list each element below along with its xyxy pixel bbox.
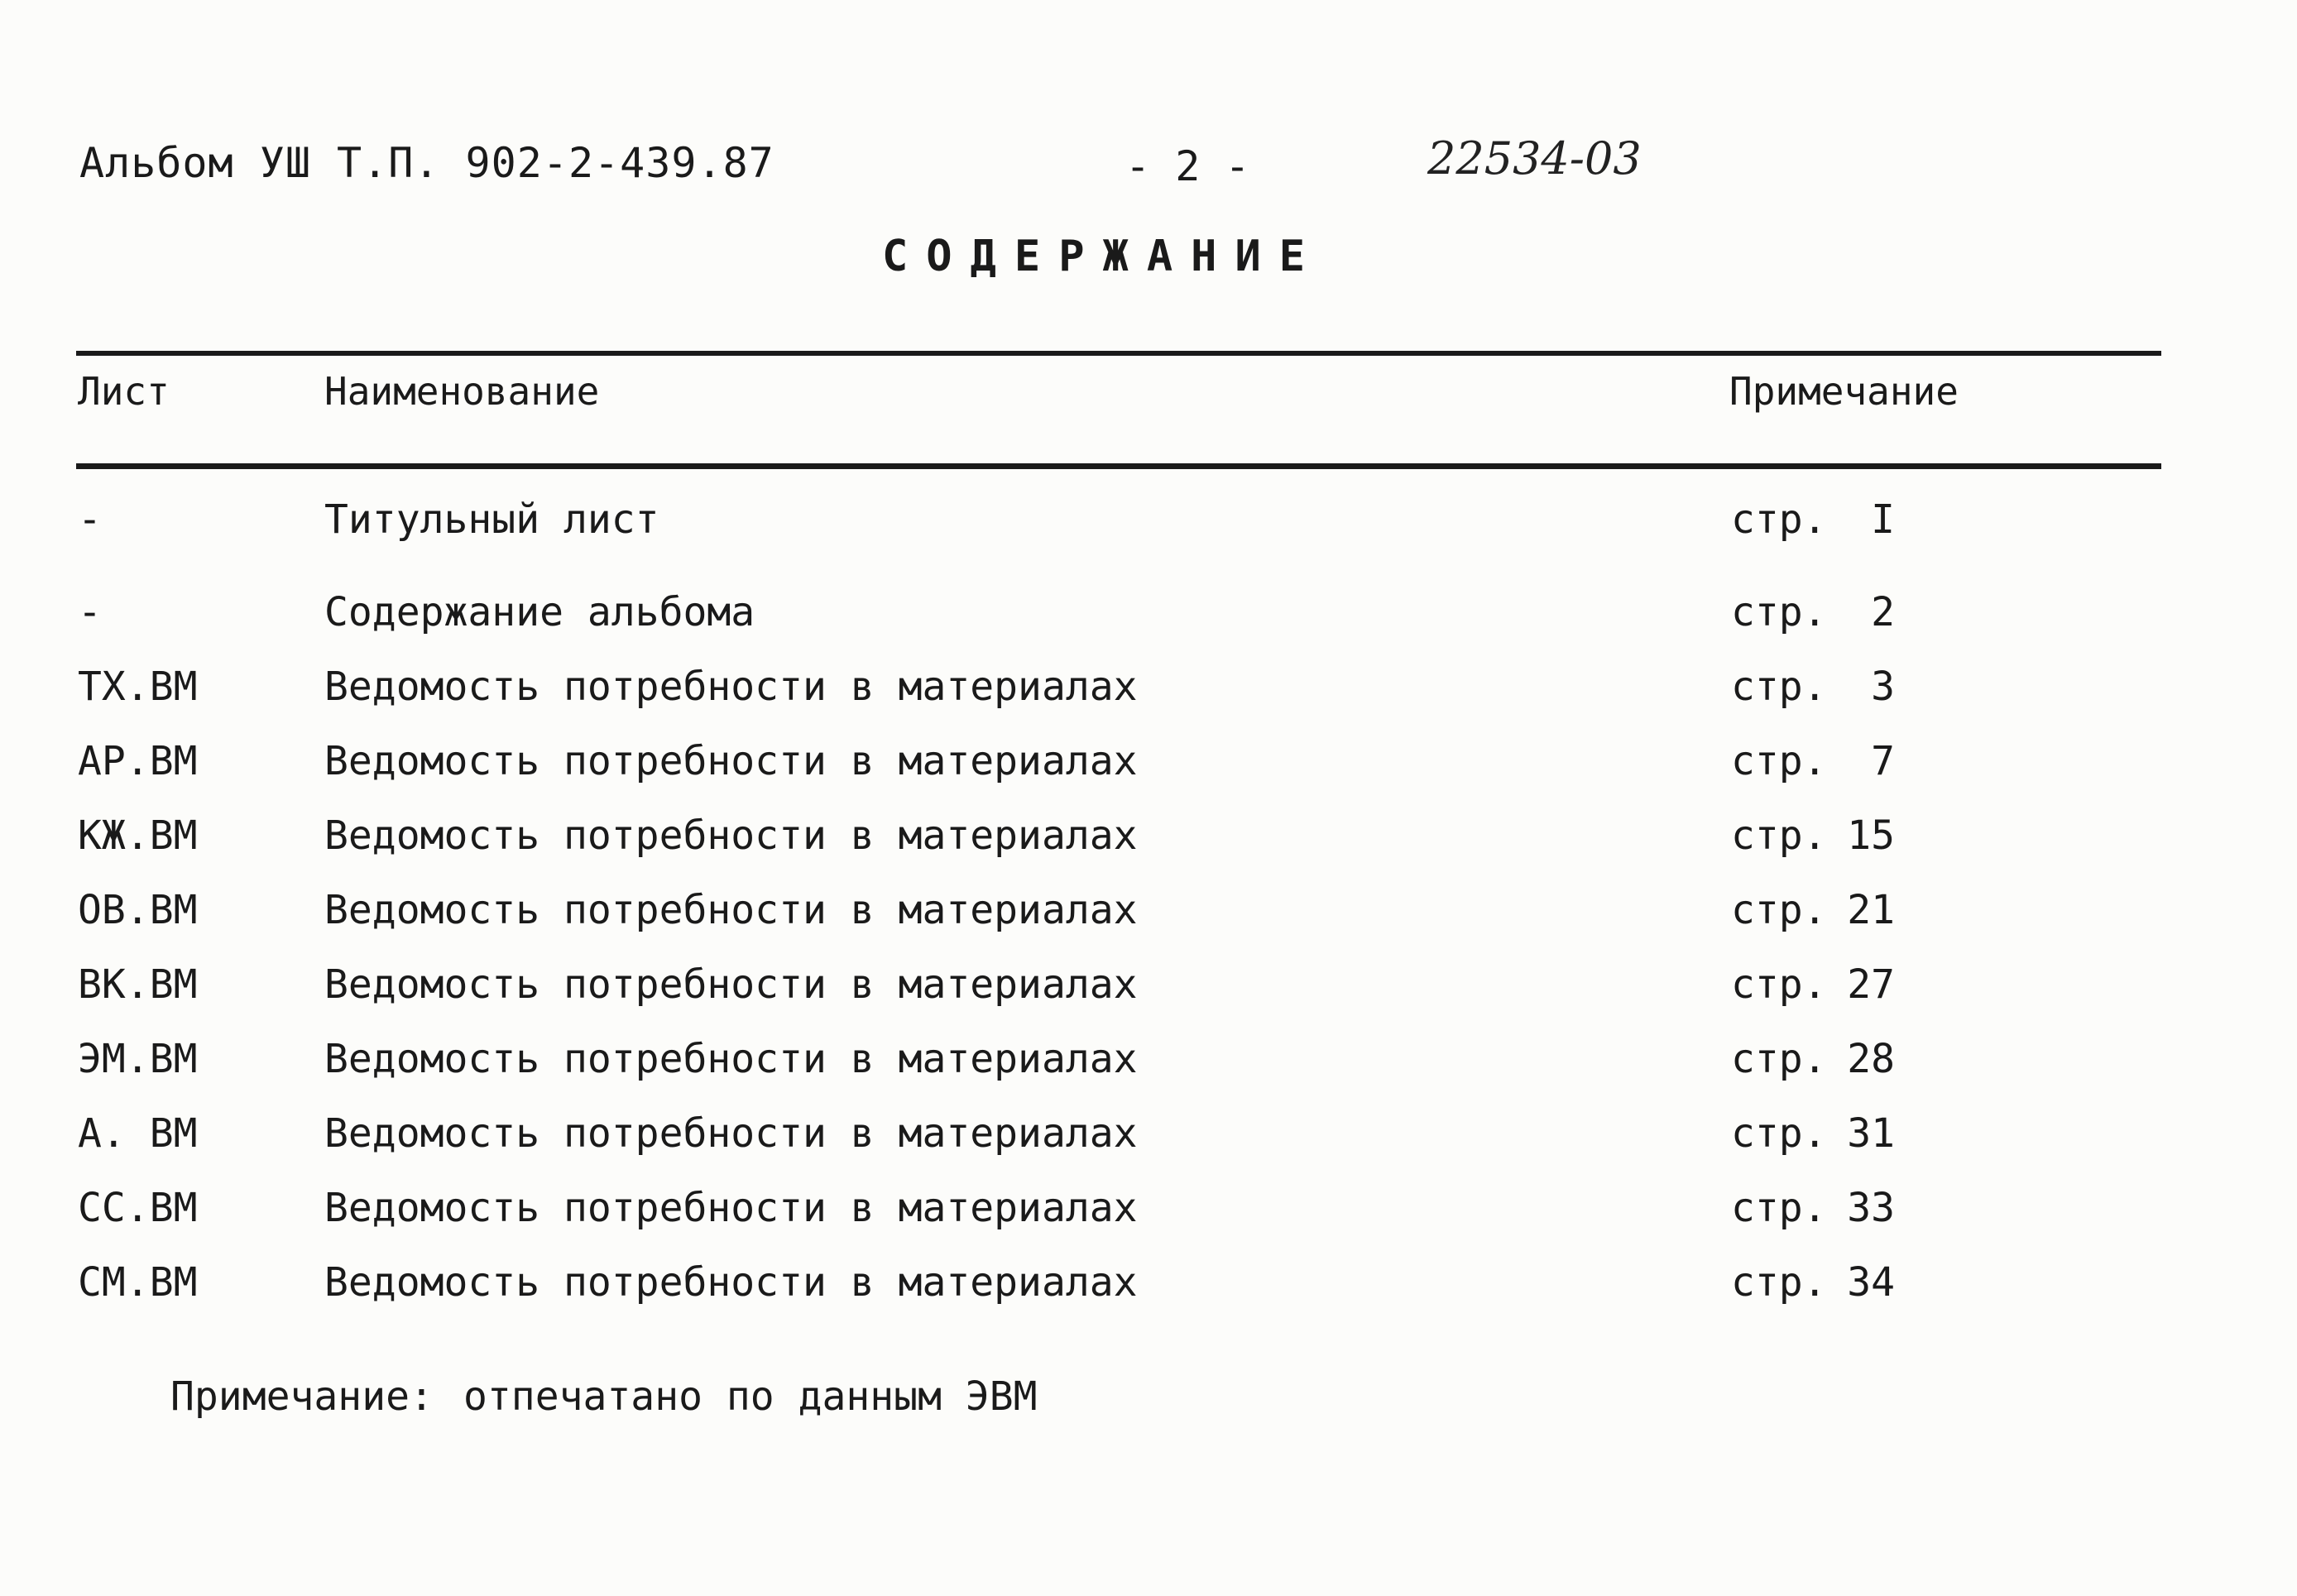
row-sheet-code: СС.ВМ <box>78 1185 198 1231</box>
row-sheet-code: СМ.ВМ <box>78 1259 198 1306</box>
table-row <box>0 496 2297 554</box>
row-sheet-code: А. ВМ <box>78 1110 198 1157</box>
row-page-number: 7 <box>1871 738 1895 784</box>
row-sheet-code: - <box>78 589 102 635</box>
row-page-prefix: стр. <box>1731 812 1827 859</box>
row-sheet-code: АР.ВМ <box>78 738 198 784</box>
row-sheet-code: ВК.ВМ <box>78 961 198 1008</box>
table-top-rule <box>76 351 2161 356</box>
table-row <box>0 589 2297 647</box>
row-page-prefix: стр. <box>1731 1036 1827 1082</box>
row-page-prefix: стр. <box>1731 1185 1827 1231</box>
table-row <box>0 738 2297 796</box>
row-page-number: 28 <box>1847 1036 1895 1082</box>
row-sheet-code: ЭМ.ВМ <box>78 1036 198 1082</box>
row-sheet-code: ТХ.ВМ <box>78 664 198 710</box>
column-header-sheet: Лист <box>78 369 170 414</box>
row-page-number: 27 <box>1847 961 1895 1008</box>
row-page-prefix: стр. <box>1731 738 1827 784</box>
row-page-number: 15 <box>1847 812 1895 859</box>
row-title: Ведомость потребности в материалах <box>324 1259 1138 1306</box>
table-row <box>0 1036 2297 1094</box>
page-number: - 2 - <box>1125 142 1250 190</box>
row-page-prefix: стр. <box>1731 589 1827 635</box>
footnote-label: Примечание: <box>170 1373 434 1420</box>
row-title: Ведомость потребности в материалах <box>324 887 1138 933</box>
row-page-number: 33 <box>1847 1185 1895 1231</box>
row-sheet-code: КЖ.ВМ <box>78 812 198 859</box>
row-title: Содержание альбома <box>324 589 755 635</box>
row-title: Титульный лист <box>324 496 659 543</box>
row-page-prefix: стр. <box>1731 664 1827 710</box>
table-row <box>0 1185 2297 1243</box>
row-title: Ведомость потребности в материалах <box>324 738 1138 784</box>
row-title: Ведомость потребности в материалах <box>324 1185 1138 1231</box>
row-title: Ведомость потребности в материалах <box>324 961 1138 1008</box>
row-title: Ведомость потребности в материалах <box>324 812 1138 859</box>
row-page-number: 34 <box>1847 1259 1895 1306</box>
footnote-text: отпечатано по данным ЭВМ <box>463 1373 1038 1420</box>
column-header-note: Примечание <box>1729 369 1959 414</box>
row-title: Ведомость потребности в материалах <box>324 664 1138 710</box>
handwritten-doc-code: 22534-03 <box>1427 132 1642 185</box>
row-page-prefix: стр. <box>1731 496 1827 543</box>
table-row <box>0 1110 2297 1168</box>
page-title: СОДЕРЖАНИЕ <box>882 232 1324 281</box>
table-row <box>0 961 2297 1019</box>
table-row <box>0 1259 2297 1317</box>
row-page-prefix: стр. <box>1731 961 1827 1008</box>
table-header-rule <box>76 463 2161 469</box>
row-page-number: 2 <box>1871 589 1895 635</box>
row-page-prefix: стр. <box>1731 1259 1827 1306</box>
row-sheet-code: ОВ.ВМ <box>78 887 198 933</box>
table-row <box>0 887 2297 945</box>
table-row <box>0 664 2297 721</box>
column-header-name: Наименование <box>324 369 600 414</box>
album-header: Альбом УШ Т.П. 902-2-439.87 <box>79 139 774 187</box>
row-page-number: 21 <box>1847 887 1895 933</box>
row-page-prefix: стр. <box>1731 1110 1827 1157</box>
row-page-number: 31 <box>1847 1110 1895 1157</box>
row-title: Ведомость потребности в материалах <box>324 1036 1138 1082</box>
row-title: Ведомость потребности в материалах <box>324 1110 1138 1157</box>
row-page-number: I <box>1871 496 1895 543</box>
table-row <box>0 812 2297 870</box>
row-page-prefix: стр. <box>1731 887 1827 933</box>
row-sheet-code: - <box>78 496 102 543</box>
row-page-number: 3 <box>1871 664 1895 710</box>
